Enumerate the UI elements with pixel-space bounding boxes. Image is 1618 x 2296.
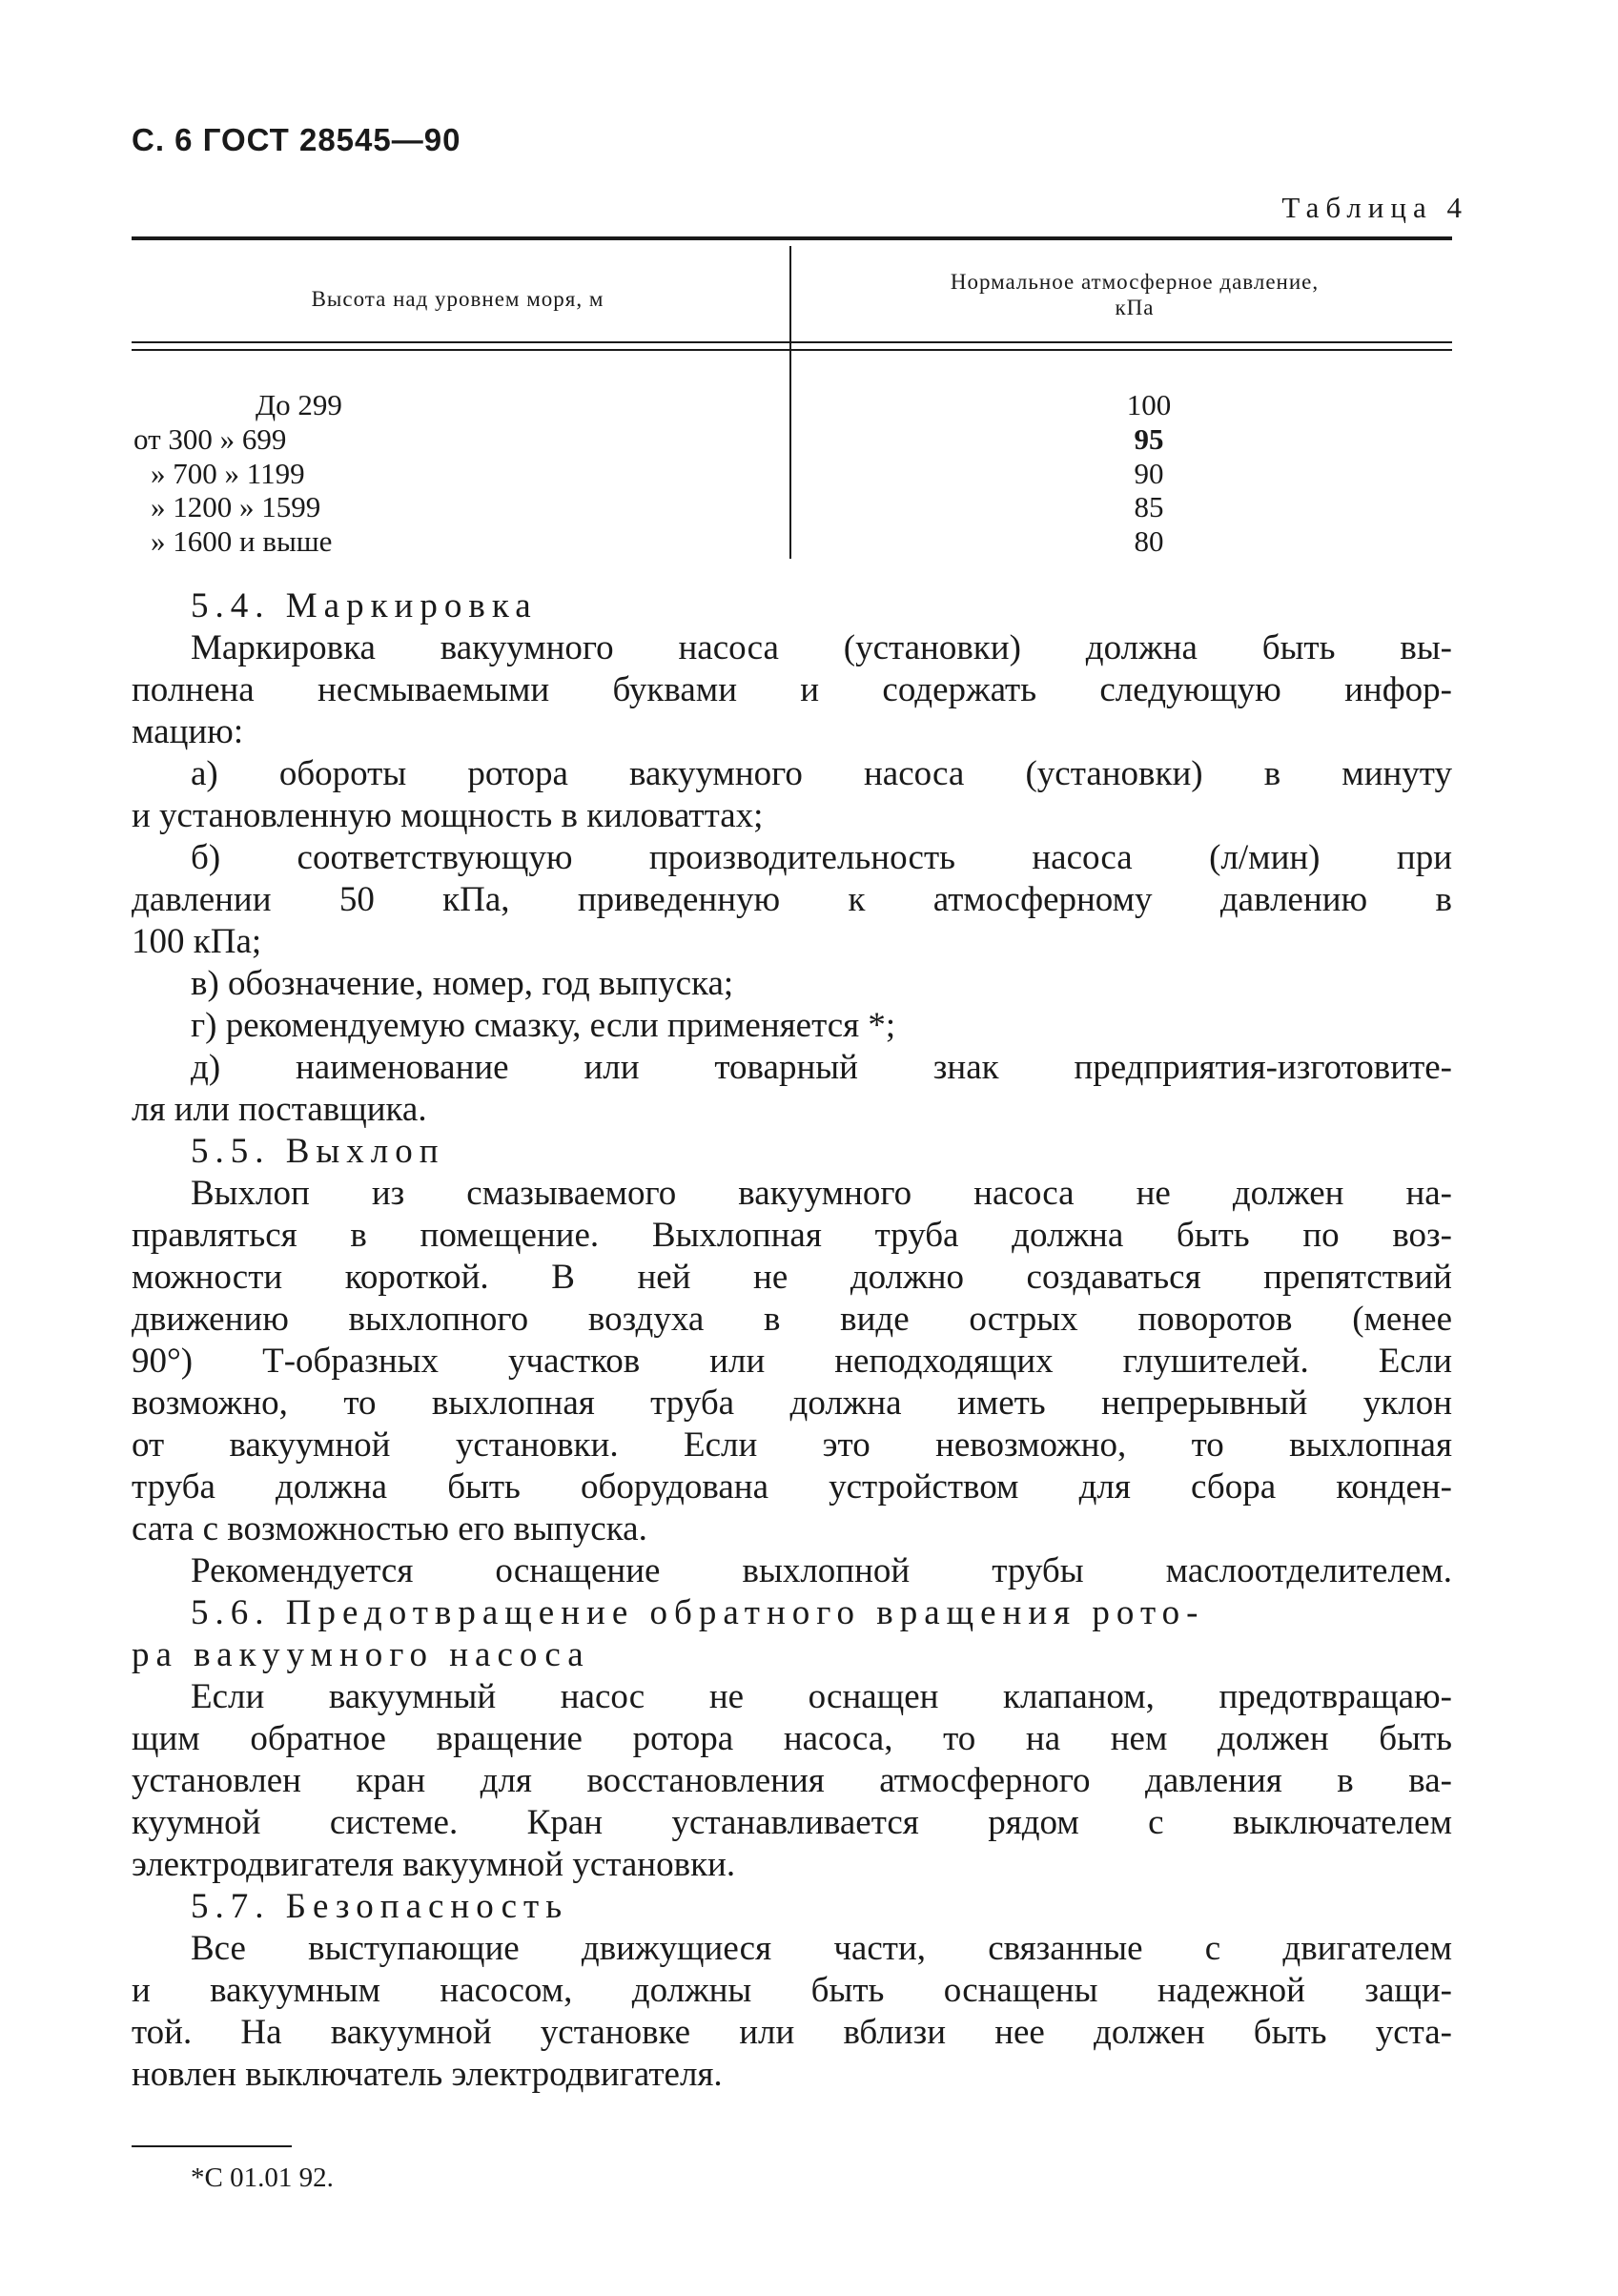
paragraph-line: 100 кПа; (132, 922, 262, 961)
paragraph-line: труба должна быть оборудована устройством для сбора конден- (132, 1467, 1452, 1507)
page-header: С. 6 ГОСТ 28545—90 (132, 122, 461, 157)
table-header-rule-1 (132, 341, 1452, 343)
table-row-pressure: 80 (1134, 524, 1164, 558)
paragraph-line: электродвигателя вакуумной установки. (132, 1845, 736, 1884)
paragraph-line: ля или поставщика. (132, 1090, 427, 1129)
footnote: *С 01.01 92. (191, 2163, 334, 2193)
section-heading-5-6-continued: ра вакуумного насоса (132, 1635, 590, 1674)
paragraph-line: а) обороты ротора вакуумного насоса (установки) в минуту (191, 754, 1452, 793)
section-heading-5-4: 5.4. Маркировка (191, 586, 538, 625)
paragraph-line: Все выступающие движущиеся части, связанные с двигателем (191, 1929, 1452, 1968)
paragraph-line: установлен кран для восстановления атмосферного давления в ва- (132, 1761, 1452, 1800)
section-heading-5-5: 5.5. Выхлоп (191, 1132, 445, 1171)
table-row-altitude: » 700 » 1199 (151, 457, 305, 490)
footnote-rule (132, 2145, 292, 2147)
paragraph-line: давлении 50 кПа, приведенную к атмосферному давлению в (132, 880, 1452, 919)
table-top-rule (132, 236, 1452, 240)
table-row-pressure: 100 (1126, 388, 1172, 421)
paragraph-line: щим обратное вращение ротора насоса, то на нем должен быть (132, 1719, 1452, 1758)
paragraph-line: возможно, то выхлопная труба должна иметь непрерывный уклон (132, 1384, 1452, 1423)
table-header-rule-2 (132, 349, 1452, 351)
paragraph-line: Если вакуумный насос не оснащен клапаном, предотвращаю- (191, 1677, 1452, 1716)
table-row-altitude: » 1600 и выше (151, 524, 333, 558)
paragraph-line: в) обозначение, номер, год выпуска; (191, 964, 734, 1003)
paragraph-line: куумной системе. Кран устанавливается рядом с выключателем (132, 1803, 1452, 1842)
paragraph-line: полнена несмываемыми буквами и содержать следующую инфор- (132, 670, 1452, 709)
paragraph-line: сата с возможностью его выпуска. (132, 1509, 647, 1548)
paragraph-line: и установленную мощность в киловаттах; (132, 796, 764, 835)
paragraph-line: 90°) Т-образных участков или неподходящих глушителей. Если (132, 1342, 1452, 1381)
paragraph-line: Маркировка вакуумного насоса (установки) должна быть вы- (191, 628, 1452, 667)
table-row-pressure: 95 (1134, 422, 1164, 456)
paragraph-line: и вакуумным насосом, должны быть оснащены надежной защи- (132, 1971, 1452, 2010)
table-row-pressure: 85 (1134, 490, 1164, 523)
section-heading-5-7: 5.7. Безопасность (191, 1887, 569, 1926)
table-caption: Таблица 4 (1281, 191, 1468, 224)
table-row-altitude: от 300 » 699 (133, 422, 287, 456)
table-row-pressure: 90 (1134, 457, 1164, 490)
paragraph-line: г) рекомендуемую смазку, если применяется *; (191, 1006, 896, 1045)
column-header-altitude: Высота над уровнем моря, м (311, 287, 604, 311)
table-row-altitude: До 299 (256, 388, 342, 421)
table-column-divider (789, 246, 791, 559)
column-header-pressure (820, 269, 1449, 320)
paragraph-line: можности короткой. В ней не должно создаваться препятствий (132, 1258, 1452, 1297)
paragraph-line: правляться в помещение. Выхлопная труба должна быть по воз- (132, 1216, 1452, 1255)
paragraph-line: д) наименование или товарный знак предприятия-изготовите- (191, 1048, 1452, 1087)
paragraph-line: движению выхлопного воздуха в виде острых поворотов (менее (132, 1300, 1452, 1339)
paragraph-line: новлен выключатель электродвигателя. (132, 2055, 723, 2094)
paragraph-line: мацию: (132, 712, 244, 751)
paragraph-line: Рекомендуется оснащение выхлопной трубы маслоотделителем. (191, 1551, 1452, 1590)
table-row-altitude: » 1200 » 1599 (151, 490, 321, 523)
paragraph-line: той. На вакуумной установке или вблизи нее должен быть уста- (132, 2013, 1452, 2052)
column-header-pressure-line1: Нормальное атмосферное давление, (950, 270, 1320, 294)
paragraph-line: Выхлоп из смазываемого вакуумного насоса не должен на- (191, 1174, 1452, 1213)
paragraph-line: от вакуумной установки. Если это невозможно, то выхлопная (132, 1425, 1452, 1465)
section-heading-5-6: 5.6. Предотвращение обратного вращения рото- (191, 1593, 1205, 1632)
paragraph-line: б) соответствующую производительность насоса (л/мин) при (191, 838, 1452, 877)
column-header-pressure-line2: кПа (1115, 296, 1155, 319)
